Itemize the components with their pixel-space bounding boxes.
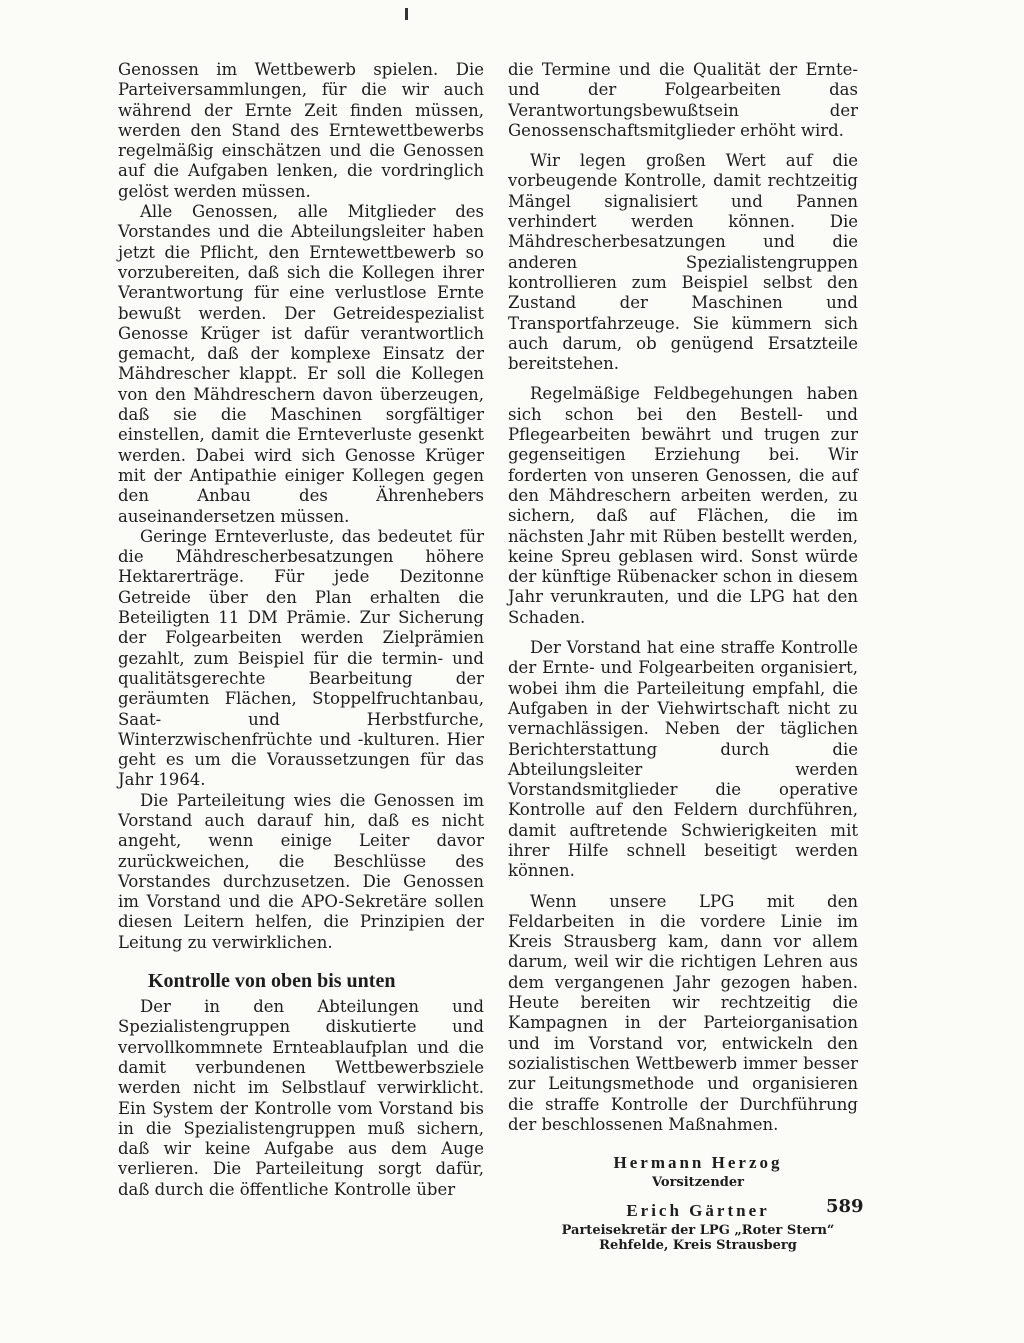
signatory-role: Vorsitzender [652,1175,744,1191]
paragraph: Die Parteileitung wies die Genossen im Vorstand auch darauf hin, daß es nicht angeht, wenn einige Leiter davor zurückweichen, die Beschlüsse des Vorstandes durchzusetzen. Die Genossen im Vorstand und die APO-Sekretäre sollen diesen Leitern helfen, die Prinzipien der Leitung zu verwirklichen. [118,790,484,952]
print-mark [405,8,408,20]
paragraph: Wenn unsere LPG mit den Feldarbeiten in die vordere Linie im Kreis Strausberg kam, dann vor allem darum, weil wir die richtigen Lehren aus dem vergangenen Jahr gezogen haben. Heute bereiten wir rechtzeitig die Kampagnen in der Parteiorganisation und im Vorstand vor, entwickeln den sozialistischen Wettbewerb immer besser zur Leitungsmethode und organisieren die straffe Kontrolle der Durchführung der beschlossenen Maßnahmen. [508,891,858,1134]
paragraph: Regelmäßige Feldbegehungen haben sich schon bei den Bestell- und Pflegearbeiten bewährt und trugen zur gegenseitigen Erziehung bei. Wir forderten von unseren Genossen, die auf den Mähdreschern arbeiten werden, zu sichern, daß auf Flächen, die im nächsten Jahr mit Rüben bestellt werden, keine Spreu geblasen wird. Sonst würde der künftige Rübenacker schon in diesem Jahr verunkrauten, und die LPG hat den Schaden. [508,384,858,627]
section-heading: Kontrolle von oben bis unten [148,970,396,993]
paragraph: Geringe Ernteverluste, das bedeutet für die Mähdrescherbesatzungen höhere Hektarerträge. Für jede Dezitonne Getreide über den Plan erhalten die Beteiligten 11 DM Prämie. Zur Sicherung der Folgearbeiten werden Zielprämien gezahlt, zum Beispiel für die termin- und qualitätsgerechte Bearbeitung der geräumten Flächen, Stoppelfruchtanbau, Saat- und Herbstfurche, Winterzwischenfrüchte und -kulturen. Hier geht es um die Voraussetzungen für das Jahr 1964. [118,526,484,790]
paragraph: die Termine und die Qualität der Ernte- und der Folgearbeiten das Verantwortungsbewußtsein der Genossenschaftsmitglieder erhöht wird. [508,60,858,140]
paragraph: Der Vorstand hat eine straffe Kontrolle der Ernte- und Folgearbeiten organisiert, wobei ihm die Parteileitung empfahl, die Aufgaben in der Viehwirtschaft nicht zu vernachlässigen. Neben der täglichen Berichterstattung durch die Abteilungsleiter werden Vorstandsmitglieder die operative Kontrolle auf den Feldern durchführen, damit auftretende Schwierigkeiten mit ihrer Hilfe schnell beseitigt werden können. [508,638,858,881]
page-number: 589 [826,1196,864,1217]
signature-block [508,1151,858,1253]
signatory-location: Rehfelde, Kreis Strausberg [599,1238,797,1254]
paragraph: Alle Genossen, alle Mitglieder des Vorstandes und die Abteilungsleiter haben jetzt die Pflicht, den Erntewettbewerb so vorzubereiten, daß sich die Kollegen ihrer Verantwortung für eine verlustlose Ernte bewußt werden. Der Getreidespezialist Genosse Krüger ist dafür verantwortlich gemacht, daß der komplexe Einsatz der Mähdrescher klappt. Er soll die Kollegen von den Mähdreschern davon überzeugen, daß sie die Maschinen sorgfältiger einstellen, damit die Ernteverluste gesenkt werden. Dabei wird sich Genosse Krüger mit der Antipathie einiger Kollegen gegen den Anbau des Ährenhebers auseinandersetzen müssen. [118,202,484,526]
signatory-name: Hermann Herzog [613,1153,783,1173]
paragraph: Wir legen großen Wert auf die vorbeugende Kontrolle, damit rechtzeitig Mängel signalisiert und Pannen verhindert werden können. Die Mähdrescherbesatzungen und die anderen Spezialistengruppen kontrollieren zum Beispiel selbst den Zustand der Maschinen und Transportfahrzeuge. Sie kümmern sich auch darum, ob genügend Ersatzteile bereitstehen. [508,151,858,374]
paragraph: Genossen im Wettbewerb spielen. Die Parteiversammlungen, für die wir auch während der Ernte Zeit finden müssen, werden den Stand des Erntewettbewerbs regelmäßig einschätzen und die Genossen auf die Aufgaben lenken, die vordringlich gelöst werden müssen. [118,60,484,201]
left-column [118,60,484,1200]
signatory-affiliation: Parteisekretär der LPG „Roter Stern“ [561,1223,835,1239]
signatory-name: Erich Gärtner [626,1201,770,1221]
paragraph: Der in den Abteilungen und Spezialistengruppen diskutierte und vervollkommnete Ernteablaufplan und die damit verbundenen Wettbewerbsziele werden nicht im Selbstlauf verwirklicht. Ein System der Kontrolle vom Vorstand bis in die Spezialistengruppen muß sichern, daß wir keine Aufgabe aus dem Auge verlieren. Die Parteileitung sorgt dafür, daß durch die öffentliche Kontrolle über [118,997,484,1199]
right-column [508,60,858,1253]
